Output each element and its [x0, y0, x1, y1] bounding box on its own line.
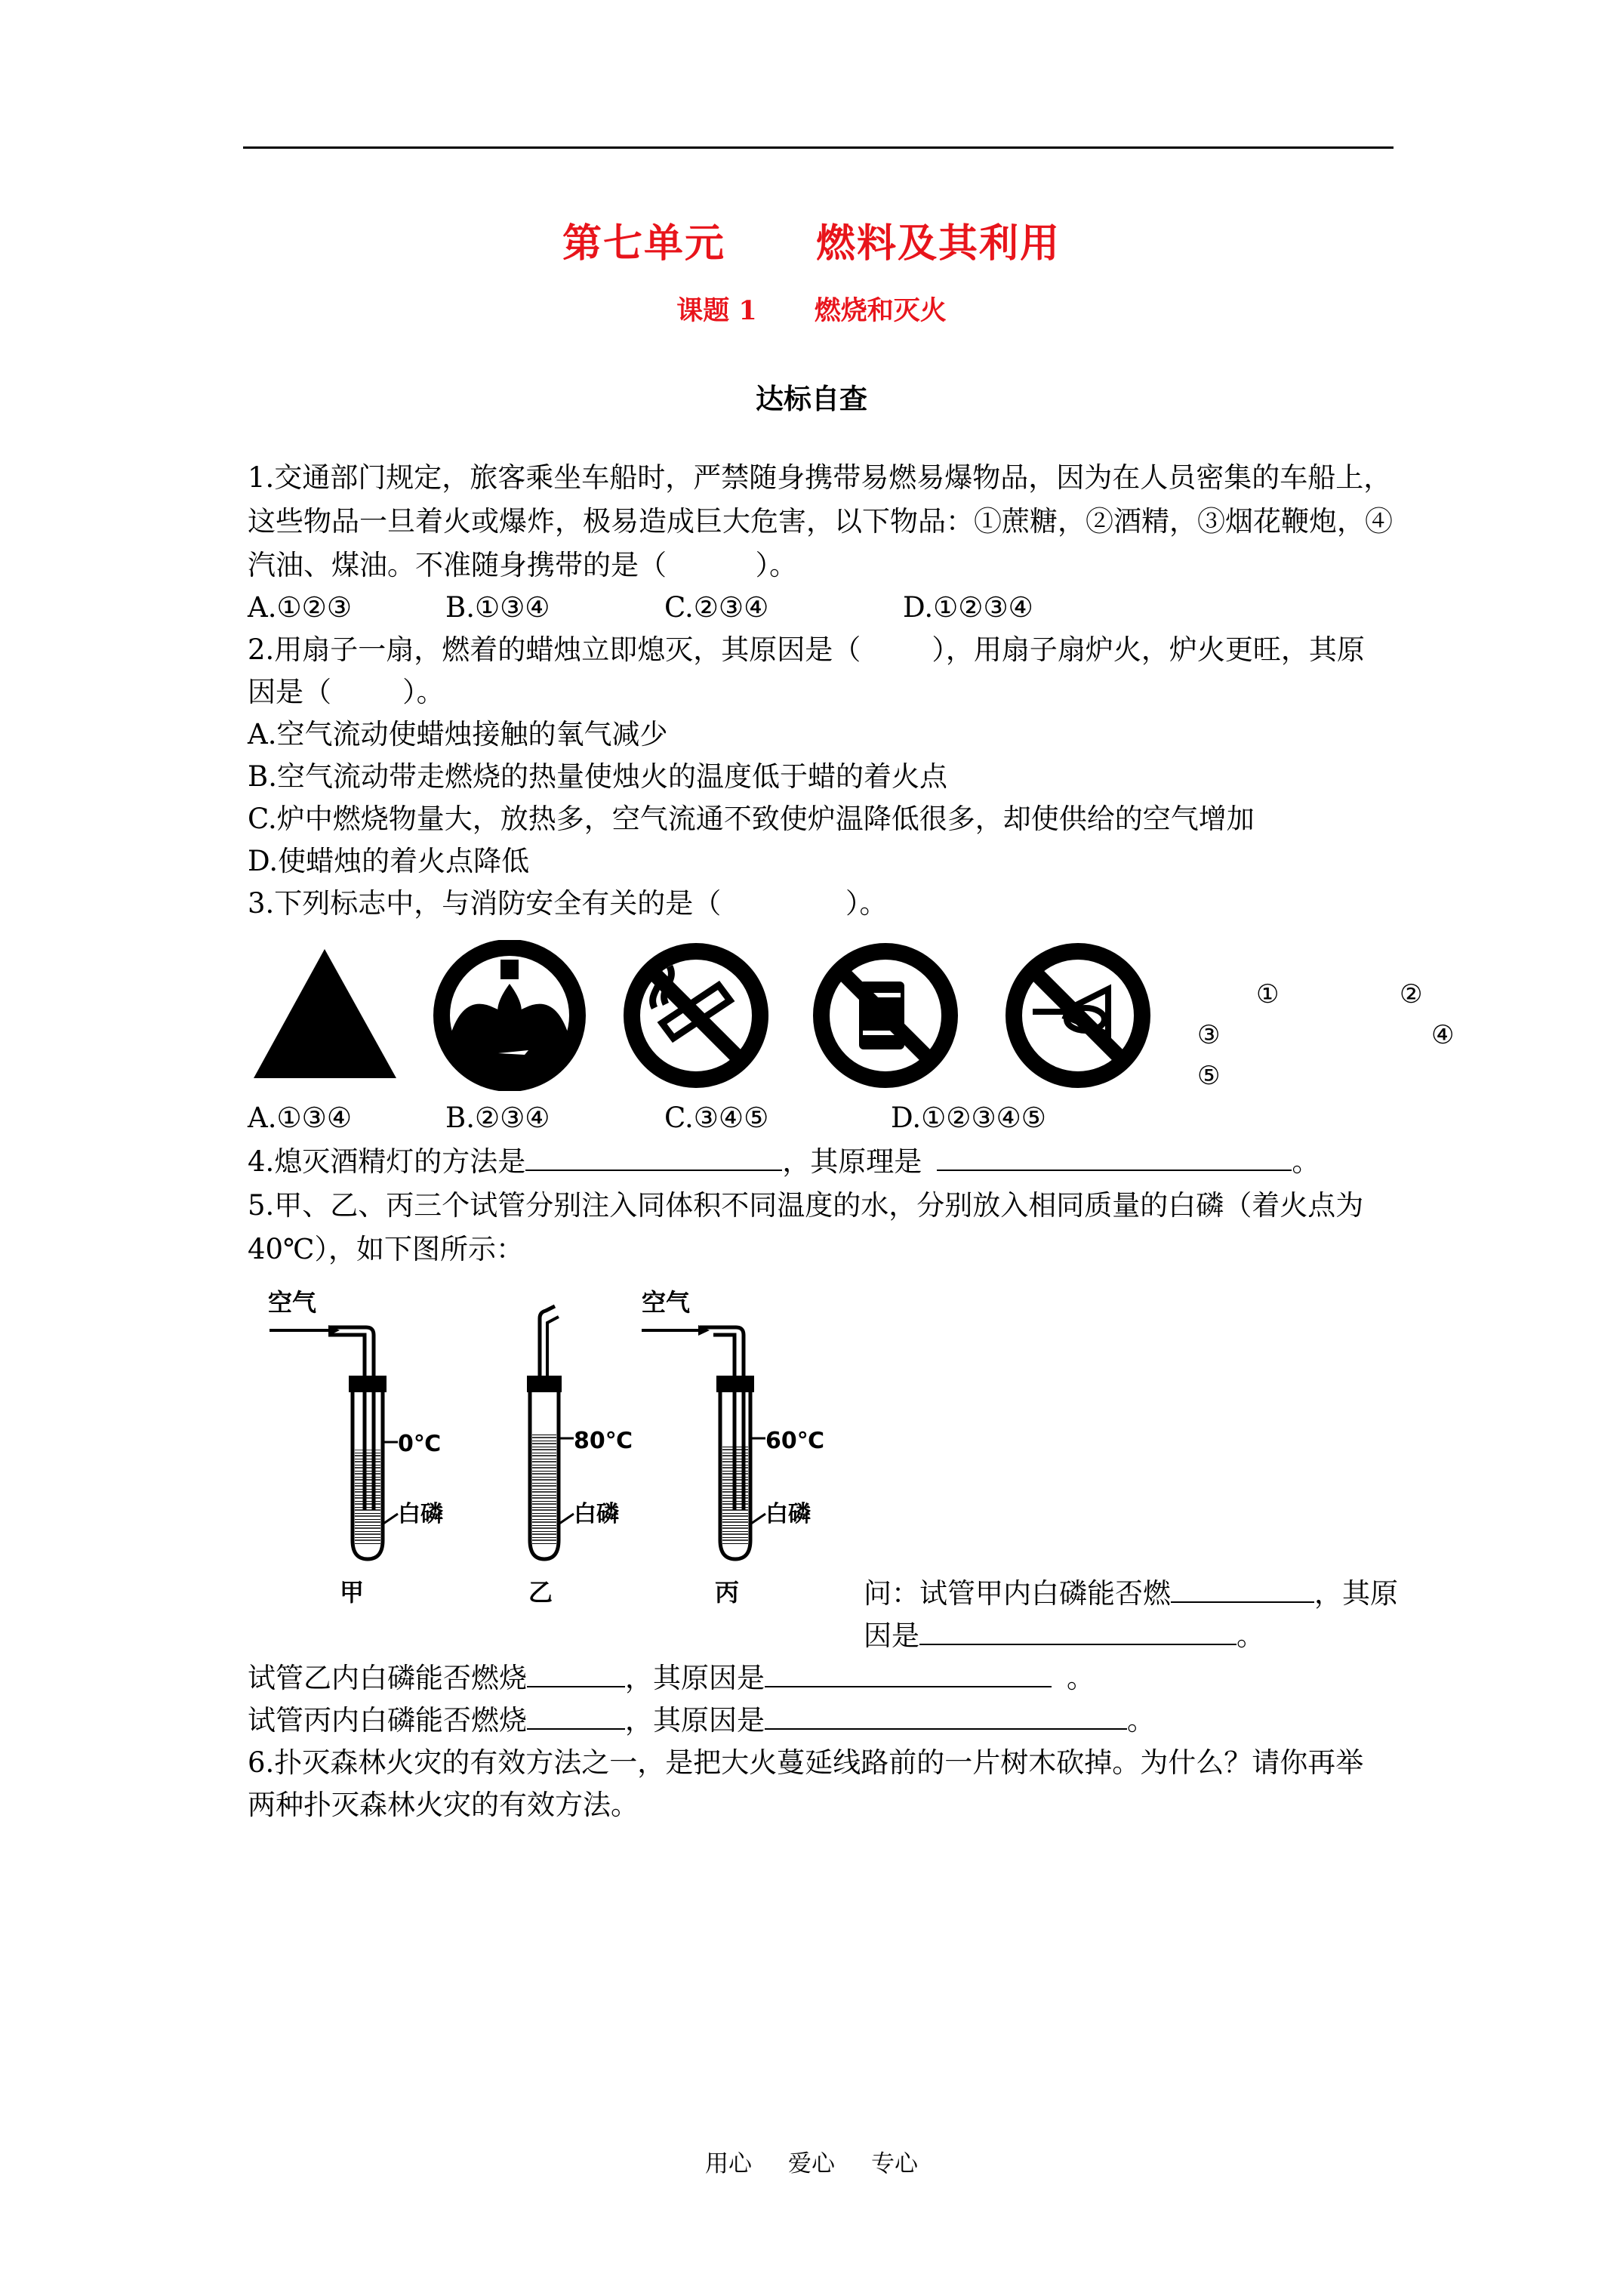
q3-line: 3.下列标志中，与消防安全有关的是（ ）。: [248, 887, 888, 920]
svg-text:白磷: 白磷: [574, 1501, 619, 1527]
test-tube-figure: [268, 1284, 842, 1608]
q5-reason-a: 因是 。: [864, 1614, 1264, 1658]
q5-a-reason-blank[interactable]: [919, 1616, 1236, 1645]
q5-ask-c: 试管丙内白磷能否燃烧 ，其原因是 。: [248, 1699, 1155, 1743]
svg-text:0℃: 0℃: [398, 1431, 442, 1457]
q3-option-a: A.①③④: [248, 1102, 352, 1134]
section-heading: 达标自查: [756, 382, 867, 415]
caution-sign: [442, 948, 577, 1083]
air-label: 空气: [268, 1288, 317, 1317]
q1-line: 汽油、煤油。不准随身携带的是（ ）。: [248, 549, 798, 581]
q6-line: 两种扑灭森林火灾的有效方法。: [248, 1789, 639, 1821]
lesson-title: 课题 1 燃烧和灭火: [676, 295, 947, 326]
test-tube-jia: [268, 1288, 443, 1607]
q1-option-b: B.①③④: [445, 591, 550, 624]
q3-option-d: D.①②③④⑤: [891, 1102, 1046, 1134]
sign-label-2: ②: [1400, 979, 1423, 1009]
sign-label-4: ④: [1431, 1020, 1455, 1050]
q5-b-answer-blank[interactable]: [527, 1659, 625, 1687]
q4-line: 4.熄灭酒精灯的方法是 ，其原理是 。: [248, 1140, 1320, 1184]
unit-title: 第七单元 燃料及其利用: [562, 220, 1061, 267]
q2-option-c: C.炉中燃烧物量大，放热多，空气流通不致使炉温降低很多，却使供给的空气增加: [248, 803, 1255, 835]
sign-label-3: ③: [1197, 1020, 1221, 1050]
q2-line: 因是（ ）。: [248, 676, 445, 708]
q2-line: 2.用扇子一扇，燃着的蜡烛立即熄灭，其原因是（ ），用扇子扇炉火，炉火更旺，其原: [248, 633, 1365, 666]
q5-ask-a: 问：试管甲内白磷能否燃 ，其原: [864, 1572, 1398, 1616]
warning-triangle-sign: [254, 949, 396, 1078]
no-smoking-sign: [632, 951, 760, 1080]
q4-method-blank[interactable]: [525, 1142, 782, 1171]
q1-line: 这些物品一旦着火或爆炸，极易造成巨大危害，以下物品：①蔗糖，②酒精，③烟花鞭炮，④: [248, 505, 1393, 538]
q5-a-answer-blank[interactable]: [1171, 1574, 1314, 1603]
page-footer: 用心 爱心 专心: [705, 2150, 918, 2177]
q6-line: 6.扑灭森林火灾的有效方法之一，是把大火蔓延线路前的一片树木砍掉。为什么？请你再举: [248, 1746, 1364, 1779]
sign-label-1: ①: [1256, 979, 1280, 1009]
svg-text:80℃: 80℃: [574, 1428, 633, 1454]
tube-name: 甲: [340, 1578, 365, 1607]
tube-name: 乙: [528, 1578, 553, 1607]
test-tube-bing: [642, 1288, 824, 1607]
q3-option-b: B.②③④: [445, 1102, 550, 1134]
q1-option-d: D.①②③④: [903, 591, 1033, 624]
q2-option-b: B.空气流动带走燃烧的热量使烛火的温度低于蜡的着火点: [248, 760, 947, 793]
q1-option-c: C.②③④: [664, 591, 769, 624]
no-horn-sign: [1014, 951, 1142, 1080]
q5-ask-b: 试管乙内白磷能否燃烧 ，其原因是 。: [248, 1657, 1095, 1700]
no-storage-sign: [821, 951, 950, 1080]
safety-signs: [249, 940, 1208, 1091]
q5-line: 40℃），如下图所示：: [248, 1233, 524, 1265]
sign-label-5: ⑤: [1197, 1061, 1221, 1091]
q5-line: 5.甲、乙、丙三个试管分别注入同体积不同温度的水，分别放入相同质量的白磷（着火点为: [248, 1189, 1364, 1222]
svg-text:60℃: 60℃: [765, 1428, 825, 1454]
tube-name: 丙: [715, 1578, 740, 1607]
q4-principle-blank[interactable]: [937, 1142, 1292, 1171]
q3-option-c: C.③④⑤: [664, 1102, 769, 1134]
q5-c-reason-blank[interactable]: [765, 1701, 1127, 1730]
air-label: 空气: [642, 1288, 691, 1317]
q2-option-a: A.空气流动使蜡烛接触的氧气减少: [248, 718, 668, 750]
q5-b-reason-blank[interactable]: [765, 1659, 1052, 1687]
q2-option-d: D.使蜡烛的着火点降低: [248, 845, 530, 877]
svg-text:白磷: 白磷: [398, 1501, 443, 1527]
svg-text:白磷: 白磷: [765, 1501, 811, 1527]
header-rule: [243, 146, 1394, 149]
q5-c-answer-blank[interactable]: [527, 1701, 625, 1730]
q1-line: 1.交通部门规定，旅客乘坐车船时，严禁随身携带易燃易爆物品，因为在人员密集的车船上，: [248, 461, 1392, 494]
test-tube-yi: [527, 1306, 633, 1607]
q1-option-a: A.①②③: [248, 591, 352, 624]
